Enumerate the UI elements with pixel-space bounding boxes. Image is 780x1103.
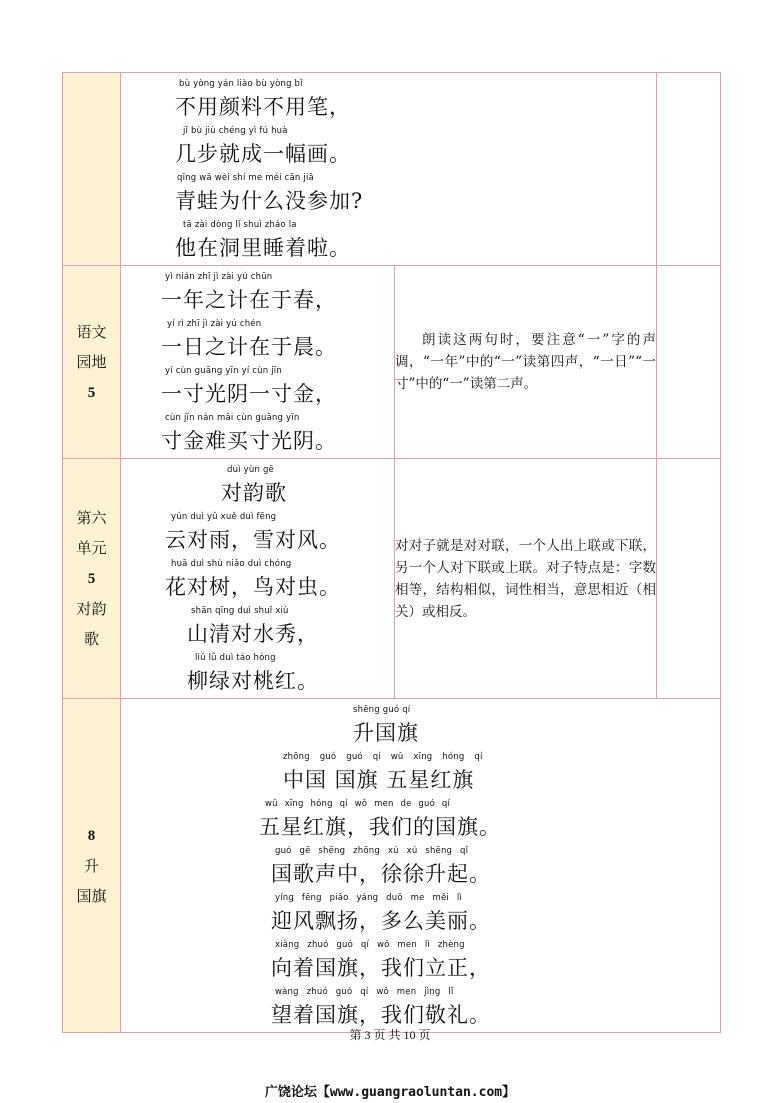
empty-cell [657, 266, 721, 459]
page-footer: 第 3 页 共 10 页 [349, 1028, 431, 1042]
pinyin: xiàng zhuó guó qí wǒ men lì zhèng [275, 940, 465, 950]
row-label: 园地 [76, 352, 107, 371]
poem-line [175, 77, 656, 124]
hanzi: 柳绿对桃红。 [187, 669, 319, 693]
poem-line [165, 510, 394, 557]
pinyin: bù yòng yán liào bù yòng bǐ [179, 79, 303, 89]
poem-line [165, 557, 394, 604]
pinyin: yí rì zhī jì zài yú chén [167, 319, 262, 329]
poem-line [259, 797, 720, 844]
pinyin: yíng fēng piāo yáng duō me měi lì [275, 893, 462, 903]
note-cell [395, 459, 657, 699]
pinyin: jǐ bù jiù chéng yì fú huà [183, 126, 288, 136]
poem-line [271, 985, 720, 1032]
poem-line [283, 750, 720, 797]
poem-line [161, 364, 394, 411]
row-label: 国旗 [76, 887, 107, 905]
hanzi: 青蛙为什么没参加? [175, 189, 364, 213]
pinyin: cùn jīn nán mǎi cùn guāng yīn [165, 413, 300, 423]
row-label: 对韵 [76, 600, 107, 618]
row-label: 5 [87, 384, 96, 401]
hanzi: 他在洞里睡着啦。 [175, 236, 351, 260]
hanzi: 一寸光阴一寸金， [161, 382, 337, 406]
poem-title [353, 703, 720, 750]
poem-line [161, 317, 394, 364]
hanzi: 一年之计在于春， [161, 288, 337, 312]
row-label: 单元 [76, 539, 107, 557]
table-row [63, 459, 721, 699]
poem-line [161, 270, 394, 317]
poem-cell [121, 266, 395, 459]
hanzi: 五星红旗，我们的国旗。 [259, 815, 501, 839]
pinyin: tā zài dòng lǐ shuì zháo la [183, 220, 297, 230]
empty-cell [657, 459, 721, 699]
pinyin: wàng zhuó guó qí wǒ men jìng lǐ [275, 987, 454, 997]
table-row [63, 699, 721, 1033]
hanzi: 山清对水秀， [187, 622, 319, 646]
poem-cell [121, 459, 395, 699]
row-label-cell [63, 459, 121, 699]
row-label: 5 [87, 571, 96, 587]
hanzi: 云对雨，雪对风。 [165, 528, 341, 552]
empty-cell [657, 73, 721, 266]
lesson-table [62, 72, 721, 1033]
poem-line [161, 411, 394, 458]
note-text: 朗读这两句时，要注意“一”字的声调，“一年”中的“一”读第四声，“一日”“一寸”中的“一”读第二声。 [395, 332, 656, 392]
pinyin: yún duì yǔ xuě duì fēng [171, 512, 277, 522]
hanzi: 望着国旗，我们敬礼。 [271, 1003, 491, 1027]
row-label: 升 [83, 857, 99, 875]
poem-title [221, 463, 394, 510]
pinyin: liǔ lǜ duì táo hóng [195, 653, 276, 663]
poem-line [271, 844, 720, 891]
hanzi: 寸金难买寸光阴。 [161, 429, 337, 453]
pinyin: guó gē shēng zhōng xú xú shēng qǐ [275, 846, 469, 856]
note-cell [395, 266, 657, 459]
row-label-cell [63, 266, 121, 459]
row-label: 第六 [76, 509, 107, 527]
poem-line [187, 651, 394, 698]
row-label: 语文 [76, 322, 107, 341]
hanzi: 不用颜料不用笔， [175, 95, 351, 119]
row-label: 8 [87, 828, 96, 844]
table-row [63, 266, 721, 459]
poem-cell [121, 73, 657, 266]
hanzi: 花对树，鸟对虫。 [165, 575, 341, 599]
hanzi: 国歌声中，徐徐升起。 [271, 862, 491, 886]
hanzi: 一日之计在于晨。 [161, 335, 337, 359]
pinyin: huā duì shù niǎo duì chóng [171, 559, 292, 569]
pinyin: duì yùn gē [227, 465, 274, 475]
pinyin: wǔ xīng hóng qí wǒ men de guó qí [265, 799, 451, 809]
row-label-cell [63, 73, 121, 266]
hanzi: 对韵歌 [221, 481, 287, 505]
poem-line [175, 171, 656, 218]
pinyin: zhōng guó guó qí wǔ xīng hóng qí [283, 752, 483, 762]
hanzi: 几步就成一幅画。 [175, 142, 351, 166]
pinyin: yí cùn guāng yīn yí cùn jīn [165, 366, 282, 376]
table-row [63, 73, 721, 266]
poem-line [271, 891, 720, 938]
hanzi: 迎风飘扬，多么美丽。 [271, 909, 491, 933]
poem-cell [121, 699, 721, 1033]
poem-line [175, 218, 656, 265]
pinyin: yì nián zhī jì zài yú chūn [165, 272, 273, 282]
poem-line [187, 604, 394, 651]
pinyin: shān qīng duì shuǐ xiù [191, 606, 289, 616]
site-watermark: 广饶论坛【www.guangraoluntan.com】 [264, 1085, 516, 1100]
hanzi: 升国旗 [353, 721, 419, 745]
poem-line [271, 938, 720, 985]
row-label: 歌 [83, 630, 99, 648]
note-text: 对对子就是对对联，一个人出上联或下联，另一个人对下联或上联。对子特点是：字数相等，结构相似，词性相当，意思相近（相关）或相反。 [395, 537, 656, 620]
pinyin: shēng guó qí [353, 705, 411, 715]
pinyin: qīng wā wèi shí me méi cān jiā [177, 173, 314, 183]
poem-line [175, 124, 656, 171]
hanzi: 向着国旗，我们立正， [271, 956, 491, 980]
hanzi: 中国 国旗 五星红旗 [283, 768, 475, 792]
row-label-cell [63, 699, 121, 1033]
